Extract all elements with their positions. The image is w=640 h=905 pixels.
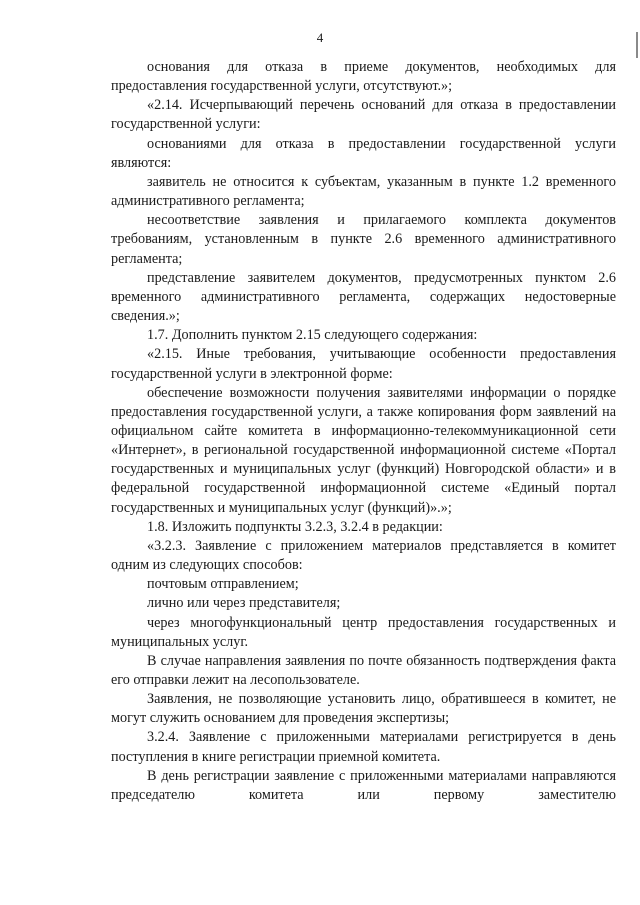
paragraph: заявитель не относится к субъектам, указанным в пункте 1.2 временного административного регламента; xyxy=(111,173,616,210)
paragraph: 3.2.4. Заявление с приложенными материалами регистрируется в день поступления в книге регистрации приемной комитета. xyxy=(111,729,616,765)
paragraph: обеспечение возможности получения заявителями информации о порядке предоставления государственной услуги, а также копирования форм заявлений на официальном сайте комитета в информационно-телекоммуникационной сети «Интернет», в региональной государственной информационной системе «Портал государственных и муниципальных услуг (функций) Новгородской области» и в федеральной государственной информационной системе «Единый портал государственных и муниципальных услуг (функций)».»; xyxy=(111,384,616,516)
paragraph: 1.8. Изложить подпункты 3.2.3, 3.2.4 в редакции: xyxy=(147,518,443,535)
paragraph: Заявления, не позволяющие установить лицо, обратившееся в комитет, не могут служить основанием для проведения экспертизы; xyxy=(111,691,616,727)
page-number: 4 xyxy=(316,30,324,45)
document-body xyxy=(111,58,616,805)
paragraph: через многофункциональный центр предоставления государственных и муниципальных услуг. xyxy=(111,614,616,650)
paragraph: В день регистрации заявление с приложенными материалами направляются председателю комитета или первому заместителю xyxy=(111,767,616,803)
paragraph: несоответствие заявления и прилагаемого комплекта документов требованиям, установленным в пункте 2.6 временного административного регламента; xyxy=(111,212,616,267)
paragraph: представление заявителем документов, предусмотренных пунктом 2.6 временного административного регламента, содержащих недостоверные сведения.»; xyxy=(111,269,616,325)
paragraph: «3.2.3. Заявление с приложением материалов представляется в комитет одним из следующих способов: xyxy=(111,537,616,574)
paragraph: основания для отказа в приеме документов, необходимых для предоставления государственной услуги, отсутствуют.»; xyxy=(111,59,616,95)
paragraph: 1.7. Дополнить пунктом 2.15 следующего содержания: xyxy=(147,327,478,344)
paragraph: основаниями для отказа в предоставлении государственной услуги являются: xyxy=(111,135,616,171)
paragraph: почтовым отправлением; xyxy=(147,576,299,593)
paragraph: лично или через представителя; xyxy=(147,595,341,612)
paragraph: «2.14. Исчерпывающий перечень оснований для отказа в предоставлении государственной услуги: xyxy=(111,97,616,133)
paragraph: «2.15. Иные требования, учитывающие особенности предоставления государственной услуги в электронной форме: xyxy=(111,346,616,382)
scan-edge-mark xyxy=(636,32,638,58)
paragraph: В случае направления заявления по почте обязанность подтверждения факта его отправки лежит на лесопользователе. xyxy=(111,652,616,688)
